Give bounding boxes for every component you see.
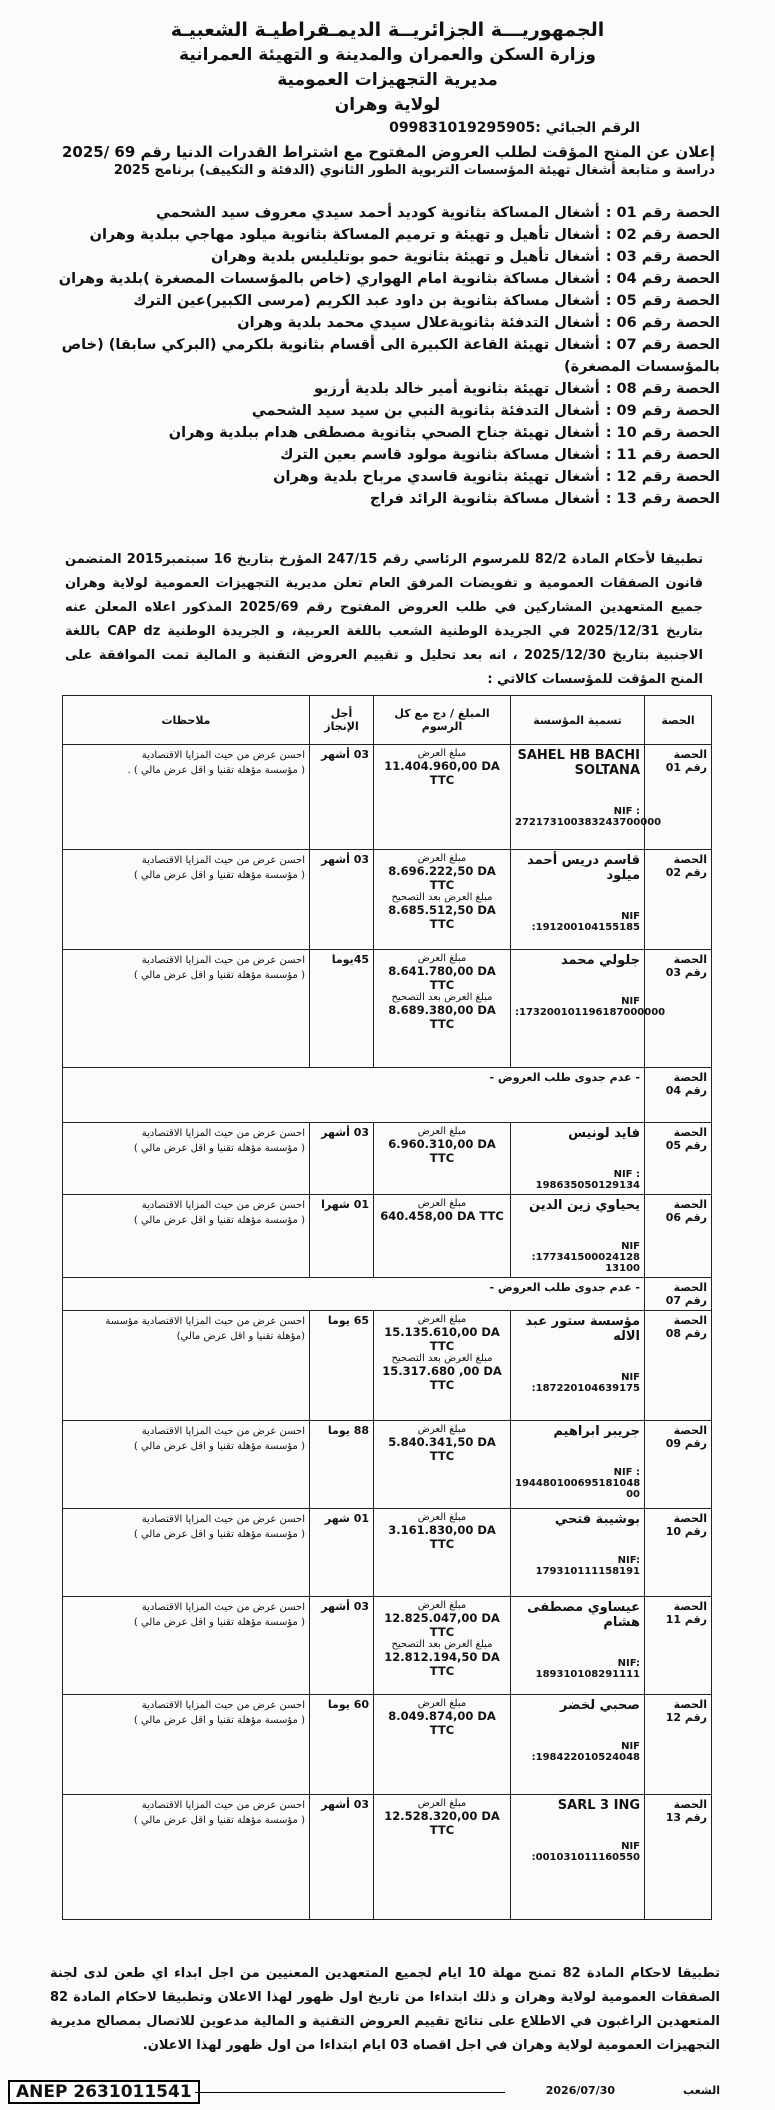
note-line: ( مؤسسة مؤهلة تقنيا و اقل عرض مالي ) — [133, 1715, 305, 1726]
lot-label: الحصة رقم 05 : — [605, 293, 720, 309]
lot-text: أشغال مساكة بثانوية مولود قاسم بعين الترك — [280, 447, 600, 463]
note-line: ( مؤسسة مؤهلة تقنيا و اقل عرض مالي ) — [133, 1617, 305, 1628]
note-line: ( مؤسسة مؤهلة تقنيا و اقل عرض مالي ) — [133, 1215, 305, 1226]
duration-cell: 45يوما — [310, 950, 374, 1068]
corrected-label: مبلغ العرض بعد التصحيح — [391, 892, 493, 903]
lot-cell: الحصة رقم 05 — [645, 1123, 712, 1195]
lot-item — [30, 290, 720, 312]
lot-cell: الحصة رقم 08 — [645, 1311, 712, 1421]
lot-text: أشغال تهيئة بثانوية قاسدي مرباح بلدية وهران — [273, 469, 600, 485]
no-offer-cell: - عدم جدوى طلب العروض - — [63, 1278, 645, 1311]
duration-cell: 88 يوما — [310, 1421, 374, 1509]
notes-cell — [63, 1795, 310, 1920]
amount-value: 8.049.874,00 DA TTC — [388, 1709, 496, 1737]
table-row — [63, 850, 712, 950]
note-line: ( مؤسسة مؤهلة تقنيا و اقل عرض مالي ) — [133, 1441, 305, 1452]
lot-text: أشغال تهيئة القاعة الكبيرة الى أقسام بثانوية بلكرمي (البركي سابقا) (خاص بالمؤسسات المصغرة) — [61, 337, 720, 375]
amount-cell — [374, 1421, 511, 1509]
amount-cell — [374, 950, 511, 1068]
republic-name: الجمهوريـــة الجزائريــة الديمـقراطيـة الشعبيـة — [170, 19, 605, 41]
notes-cell — [63, 745, 310, 850]
anep-reference: ANEP 2631011541 — [8, 2080, 200, 2104]
amount-value: 12.528.320,00 DA TTC — [384, 1809, 500, 1837]
table-row — [63, 1123, 712, 1195]
table-row — [63, 1795, 712, 1920]
publication-date: 2026/07/30 — [545, 2084, 615, 2097]
lot-text: أشغال مساكة بثانوية امام الهواري (خاص بالمؤسسات المصغرة )بلدية وهران — [58, 271, 600, 287]
amount-value: 8.641.780,00 DA TTC — [388, 964, 496, 992]
lot-text: أشغال تهيئة بثانوية أمير خالد بلدية أرزيو — [313, 381, 600, 397]
note-line: ( مؤسسة مؤهلة تقنيا و اقل عرض مالي ) — [133, 970, 305, 981]
company-nif: NIF :173200101196187000000 — [515, 996, 666, 1018]
note-line: احسن عرض من حيث المزايا الاقتصادية — [141, 1700, 305, 1711]
company-nif: NIF : 194480100695181048 00 — [515, 1467, 641, 1500]
notes-cell — [63, 1311, 310, 1421]
bottom-bar — [0, 2080, 775, 2102]
lot-cell: الحصة رقم 10 — [645, 1509, 712, 1597]
lot-text: أشغال تأهيل و تهيئة بثانوية حمو بوتليليس بلدية وهران — [210, 249, 600, 265]
company-name: مؤسسة ستور عبد الاله — [525, 1314, 640, 1344]
company-cell — [511, 745, 662, 850]
lot-cell: الحصة رقم 13 — [645, 1795, 712, 1920]
company-cell — [511, 850, 645, 950]
corrected-value: 12.812.194,50 DA TTC — [384, 1650, 500, 1678]
lot-label: الحصة رقم 01 : — [605, 205, 720, 221]
note-line: ( مؤسسة مؤهلة تقنيا و اقل عرض مالي ) — [133, 1529, 305, 1540]
company-name: قاسم دريس أحمد ميلود — [527, 853, 640, 883]
table-row — [63, 1278, 712, 1311]
company-name: صحبي لخضر — [559, 1698, 640, 1713]
company-cell — [511, 1421, 645, 1509]
amount-value: 11.404.960,00 DA TTC — [384, 759, 500, 787]
company-cell — [511, 1509, 645, 1597]
lot-item — [30, 378, 720, 400]
note-line: ( مؤسسة مؤهلة تقنيا و اقل عرض مالي ) — [133, 1143, 305, 1154]
amount-cell — [374, 1311, 511, 1421]
table-row — [63, 1068, 712, 1123]
note-line: احسن عرض من حيث المزايا الاقتصادية مؤسسة — [105, 1316, 305, 1327]
table-row — [63, 745, 712, 850]
duration-cell: 60 يوما — [310, 1695, 374, 1795]
amount-label: مبلغ العرض — [417, 853, 467, 864]
company-nif: NIF :177341500024128 13100 — [531, 1241, 640, 1274]
lot-text: أشغال تهيئة جناح الصحي بثانوية مصطفى هدام ببلدية وهران — [168, 425, 600, 441]
lot-label: الحصة رقم 02 : — [605, 227, 720, 243]
results-table — [62, 695, 712, 1920]
amount-cell — [374, 1195, 511, 1278]
lot-label: الحصة رقم 09 : — [605, 403, 720, 419]
lot-label: الحصة رقم 07 : — [605, 337, 720, 353]
note-line: احسن عرض من حيث المزايا الاقتصادية — [141, 1602, 305, 1613]
lot-item — [30, 268, 720, 290]
lot-cell: الحصة رقم 09 — [645, 1421, 712, 1509]
intro-paragraph: تطبيقا لأحكام المادة 82/2 للمرسوم الرئاسي رقم 247/15 المؤرخ بتاريخ 16 سبتمبر2015 المتضمن قانون الصفقات العمومية و تفويضات المرفق العام تعلن مديرية التجهيزات العمومية لولاية وهران جميع المتعهدين المشاركين في طلب العروض المفتوح رقم 2025/69 المذكور اعلاه المعلن عنه بتاريخ 2025/12/31 في الجريدة الوطنية الشعب باللغة العربية، و الجريدة الوطنية CAP dz باللغة الاجنبية بتاريخ 2025/12/30 ، انه بعد تحليل و تقييم العروض التقنية و المالية تمت الموافقة على المنح المؤقت للمؤسسات كالاتي : — [65, 552, 704, 687]
amount-label: مبلغ العرض — [417, 1798, 467, 1809]
lot-item — [30, 466, 720, 488]
company-nif: NIF :191200104155185 — [531, 911, 640, 933]
company-cell — [511, 950, 666, 1068]
duration-cell: 03 أشهر — [310, 1597, 374, 1695]
lot-item — [30, 422, 720, 444]
lot-label: الحصة رقم 12 : — [605, 469, 720, 485]
lot-cell: الحصة رقم 06 — [645, 1195, 712, 1278]
lot-label: الحصة رقم 08 : — [605, 381, 720, 397]
note-line: احسن عرض من حيث المزايا الاقتصادية — [141, 1200, 305, 1211]
amount-cell — [374, 850, 511, 950]
amount-cell — [374, 1509, 511, 1597]
lot-cell: الحصة رقم 01 — [645, 745, 712, 850]
company-cell — [511, 1795, 645, 1920]
company-nif: NIF :198422010524048 — [531, 1741, 640, 1763]
lot-label: الحصة رقم 04 : — [605, 271, 720, 287]
lot-label: الحصة رقم 13 : — [605, 491, 720, 507]
lot-text: أشغال المساكة بثانوية كوديد أحمد سيدي معروف سيد الشحمي — [155, 205, 600, 221]
header-amount: المبلغ / دج مع كل الرسوم — [374, 696, 511, 745]
lot-label: الحصة رقم 03 : — [605, 249, 720, 265]
lots-list — [0, 180, 775, 510]
header-notes: ملاحظات — [63, 696, 310, 745]
company-name: جلولي محمد — [560, 953, 640, 968]
corrected-value: 15.317.680 ,00 DA TTC — [382, 1364, 502, 1392]
amount-label: مبلغ العرض — [417, 1512, 467, 1523]
company-nif: NIF :187220104639175 — [531, 1372, 640, 1394]
notes-cell — [63, 950, 310, 1068]
corrected-label: مبلغ العرض بعد التصحيح — [391, 1353, 493, 1364]
company-cell — [511, 1311, 645, 1421]
amount-cell — [374, 1597, 511, 1695]
lot-label: الحصة رقم 11 : — [605, 447, 720, 463]
company-cell — [511, 1123, 645, 1195]
company-name: جريبر ابراهيم — [553, 1424, 640, 1439]
notes-cell — [63, 1597, 310, 1695]
amount-label: مبلغ العرض — [417, 1198, 467, 1209]
amount-label: مبلغ العرض — [417, 1698, 467, 1709]
table-row — [63, 1509, 712, 1597]
lot-cell: الحصة رقم 11 — [645, 1597, 712, 1695]
ministry-name: وزارة السكن والعمران والمدينة و التهيئة العمرانية — [179, 45, 596, 65]
amount-cell — [374, 1795, 511, 1920]
company-nif: NIF :001031011160550 — [531, 1841, 640, 1863]
note-line: احسن عرض من حيث المزايا الاقتصادية — [141, 855, 305, 866]
lot-cell: الحصة رقم 02 — [645, 850, 712, 950]
company-nif: NIF: 179310111158191 — [535, 1555, 640, 1577]
header-lot: الحصة — [645, 696, 712, 745]
note-line: احسن عرض من حيث المزايا الاقتصادية — [141, 1426, 305, 1437]
lot-cell: الحصة رقم 04 — [645, 1068, 712, 1123]
amount-label: مبلغ العرض — [417, 1314, 467, 1325]
announcement-subtitle: دراسة و متابعة أشغال تهيئة المؤسسات التربوية الطور الثانوي (الدفئة و التكييف) برنامج 2025 — [113, 163, 715, 178]
note-line: احسن عرض من حيث المزايا الاقتصادية — [141, 1128, 305, 1139]
note-line: (مؤهلة تقنيا و اقل عرض مالي) — [176, 1331, 305, 1342]
table-row — [63, 1695, 712, 1795]
lot-item — [30, 224, 720, 246]
notes-cell — [63, 1509, 310, 1597]
note-line: ( مؤسسة مؤهلة تقنيا و اقل عرض مالي ) — [133, 1815, 305, 1826]
wilaya-name: لولاية وهران — [334, 95, 441, 115]
duration-cell: 03 أشهر — [310, 1123, 374, 1195]
company-cell — [511, 1195, 645, 1278]
notes-cell — [63, 1421, 310, 1509]
amount-label: مبلغ العرض — [417, 1424, 467, 1435]
lot-text: أشغال التدفئة بثانويةعلال سيدي محمد بلدية وهران — [237, 315, 600, 331]
newspaper-name: الشعب — [683, 2084, 720, 2097]
notes-cell — [63, 850, 310, 950]
note-line: احسن عرض من حيث المزايا الاقتصادية — [141, 1514, 305, 1525]
lot-text: أشغال مساكة بثانوية بن داود عبد الكريم (مرسى الكبير)عين الترك — [133, 293, 600, 309]
company-name: عيساوي مصطفى هشام — [527, 1600, 640, 1630]
no-offer-cell: - عدم جدوى طلب العروض - — [63, 1068, 645, 1123]
company-cell — [511, 1597, 645, 1695]
amount-label: مبلغ العرض — [417, 748, 467, 759]
company-nif: NIF : 198635050129134 — [535, 1169, 640, 1191]
table-row — [63, 950, 712, 1068]
footer-paragraph: تطبيقا لاحكام المادة 82 تمنح مهلة 10 ايام لجميع المتعهدين المعنيين من اجل ابداء اي طعن لدى لجنة الصفقات العمومية لولاية وهران و ذلك ابتداءا من تاريخ اول ظهور لهذا الاعلان وتطبيقا لاحكام المادة 82 المتعهدين الراغبون في الاطلاع على نتائج تقييم العروض التقنية و المالية مدعوين للاتصال بمصالح مديرية التجهيزات العمومية لولاية وهران في اجل اقصاه 03 ايام ابتداءا من اول ظهور لهذا الاعلان. — [50, 1966, 720, 2053]
announcement-title: إعلان عن المنح المؤقت لطلب العروض المفتوح مع اشتراط القدرات الدنيا رقم 69 /2025 — [61, 143, 715, 161]
corrected-value: 8.685.512,50 DA TTC — [388, 903, 496, 931]
amount-value: 6.960.310,00 DA TTC — [388, 1137, 496, 1165]
table-body — [63, 745, 712, 1920]
notes-cell — [63, 1123, 310, 1195]
duration-cell: 65 يوما — [310, 1311, 374, 1421]
note-line: ( مؤسسة مؤهلة تقنيا و اقل عرض مالي ) . — [127, 765, 305, 776]
table-row — [63, 1311, 712, 1421]
table-row — [63, 1597, 712, 1695]
directorate-name: مديرية التجهيزات العمومية — [277, 70, 498, 90]
lot-label: الحصة رقم 06 : — [605, 315, 720, 331]
divider — [195, 2092, 505, 2093]
lot-cell: الحصة رقم 07 — [645, 1278, 712, 1311]
amount-cell — [374, 745, 511, 850]
table-row — [63, 1195, 712, 1278]
lot-text: أشغال تأهيل و تهيئة و ترميم المساكة بثانوية ميلود مهاجي ببلدية وهران — [89, 227, 600, 243]
note-line: احسن عرض من حيث المزايا الاقتصادية — [141, 955, 305, 966]
lot-item — [30, 202, 720, 224]
corrected-value: 8.689.380,00 DA TTC — [388, 1003, 496, 1031]
lot-text: أشغال التدفئة بثانوية النبي بن سيد سيد الشحمي — [251, 403, 600, 419]
header-name: تسمية المؤسسة — [511, 696, 645, 745]
corrected-label: مبلغ العرض بعد التصحيح — [391, 1639, 493, 1650]
notes-cell — [63, 1195, 310, 1278]
letterhead — [0, 0, 775, 118]
amount-cell — [374, 1695, 511, 1795]
corrected-label: مبلغ العرض بعد التصحيح — [391, 992, 493, 1003]
lot-text: أشغال مساكة بثانوية الرائد فراج — [369, 491, 600, 507]
amount-value: 5.840.341,50 DA TTC — [388, 1435, 496, 1463]
lot-item — [30, 488, 720, 510]
note-line: احسن عرض من حيث المزايا الاقتصادية — [141, 1800, 305, 1811]
company-name: بوشيبة فتحي — [554, 1512, 640, 1527]
amount-value: 3.161.830,00 DA TTC — [388, 1523, 496, 1551]
duration-cell: 03 أشهر — [310, 745, 374, 850]
duration-cell: 01 شهر — [310, 1509, 374, 1597]
amount-value: 15.135.610,00 DA TTC — [384, 1325, 500, 1353]
company-nif: NIF: 189310108291111 — [535, 1658, 640, 1680]
note-line: احسن عرض من حيث المزايا الاقتصادية — [141, 750, 305, 761]
table-row — [63, 1421, 712, 1509]
company-name: يحياوي زين الدين — [529, 1198, 640, 1213]
amount-label: مبلغ العرض — [417, 953, 467, 964]
fiscal-number: الرقم الجبائي :099831019295905 — [389, 120, 640, 136]
company-name: SAHEL HB BACHI SOLTANA — [517, 748, 640, 778]
lot-item — [30, 334, 720, 378]
table-header-row — [63, 696, 712, 745]
lot-label: الحصة رقم 10 : — [605, 425, 720, 441]
header-duration: أجل الإنجاز — [310, 696, 374, 745]
amount-cell — [374, 1123, 511, 1195]
lot-cell: الحصة رقم 03 — [645, 950, 712, 1068]
duration-cell: 03 أشهر — [310, 850, 374, 950]
company-cell — [511, 1695, 645, 1795]
lot-item — [30, 444, 720, 466]
company-name: SARL 3 ING — [557, 1798, 640, 1813]
amount-label: مبلغ العرض — [417, 1126, 467, 1137]
note-line: ( مؤسسة مؤهلة تقنيا و اقل عرض مالي ) — [133, 870, 305, 881]
amount-value: 8.696.222,50 DA TTC — [388, 864, 496, 892]
notes-cell — [63, 1695, 310, 1795]
lot-cell: الحصة رقم 12 — [645, 1695, 712, 1795]
lot-item — [30, 312, 720, 334]
company-name: فايد لونيس — [568, 1126, 640, 1141]
lot-item — [30, 246, 720, 268]
lot-item — [30, 400, 720, 422]
company-nif: NIF : 272173100383243700000 — [515, 806, 662, 828]
duration-cell: 03 أشهر — [310, 1795, 374, 1920]
amount-value: 640.458,00 DA TTC — [380, 1209, 504, 1223]
amount-value: 12.825.047,00 DA TTC — [384, 1611, 500, 1639]
duration-cell: 01 شهرا — [310, 1195, 374, 1278]
amount-label: مبلغ العرض — [417, 1600, 467, 1611]
